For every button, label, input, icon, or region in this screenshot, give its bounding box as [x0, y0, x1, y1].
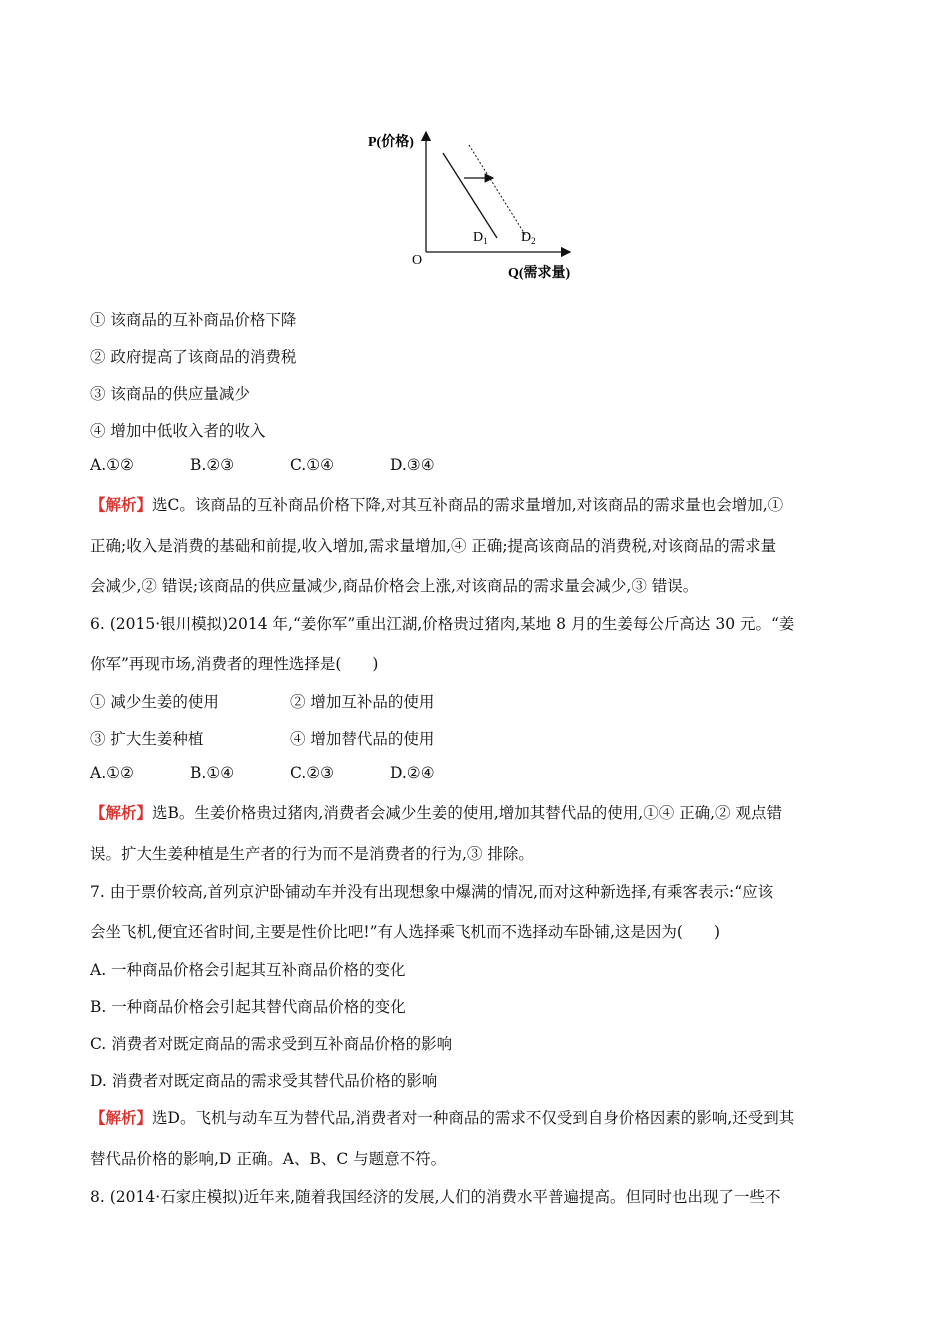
q6-option-b: B.①④ — [190, 764, 235, 782]
analysis-tag: 【解析】 — [90, 803, 153, 822]
q6-option-d: D.②④ — [390, 764, 435, 782]
q5-option-d: D.③④ — [390, 456, 435, 474]
x-axis-label: Q(需求量) — [508, 266, 571, 281]
q6-stem-line-1: 6. (2015·银川模拟)2014 年,“姜你军”重出江湖,价格贵过猪肉,某地 8 月的生姜每公斤高达 30 元。“姜 — [90, 615, 795, 633]
d2-label: $D_2$ — [521, 230, 536, 246]
q8-stem-line-1: 8. (2014·石家庄模拟)近年来,随着我国经济的发展,人们的消费水平普遍提高。但同时也出现了一些不 — [90, 1188, 781, 1206]
q5-option-c: C.①④ — [290, 456, 335, 474]
q7-analysis-line-2: 替代品价格的影响,D 正确。A、B、C 与题意不符。 — [90, 1150, 447, 1168]
q7-option-b: B. 一种商品价格会引起其替代商品价格的变化 — [90, 998, 406, 1016]
q6-item-2: ② 增加互补品的使用 — [290, 693, 435, 711]
q6-items-row-1 — [90, 690, 434, 712]
q6-items-row-2 — [90, 727, 434, 749]
q5-options — [90, 456, 435, 474]
q7-stem-line-2: 会坐飞机,便宜还省时间,主要是性价比吧!”有人选择乘飞机而不选择动车卧铺,这是因为( ) — [90, 923, 721, 941]
q6-analysis-line-2: 误。扩大生姜种植是生产者的行为而不是消费者的行为,③ 排除。 — [90, 845, 534, 863]
analysis-tag: 【解析】 — [90, 1108, 153, 1127]
d1-label: $D_1$ — [473, 230, 488, 246]
q6-stem-line-2: 你军”再现市场,消费者的理性选择是( ) — [90, 655, 379, 673]
q5-option-a: A.①② — [90, 456, 134, 474]
q5-item-4: ④ 增加中低收入者的收入 — [90, 422, 266, 440]
q6-item-1: ① 减少生姜的使用 — [90, 693, 219, 711]
q6-item-4: ④ 增加替代品的使用 — [290, 730, 435, 748]
q7-analysis-line-1: 【解析】选D。飞机与动车互为替代品,消费者对一种商品的需求不仅受到自身价格因素的影响,还受到其 — [90, 1108, 795, 1127]
q7-option-c: C. 消费者对既定商品的需求受到互补商品价格的影响 — [90, 1035, 453, 1053]
q5-analysis-line-2: 正确;收入是消费的基础和前提,收入增加,需求量增加,④ 正确;提高该商品的消费税,对该商品的需求量 — [90, 537, 777, 555]
q5-option-b: B.②③ — [190, 456, 235, 474]
q7-option-d: D. 消费者对既定商品的需求受其替代品价格的影响 — [90, 1072, 438, 1090]
curve-d2 — [469, 145, 526, 236]
q6-options — [90, 764, 435, 782]
q5-item-1: ① 该商品的互补商品价格下降 — [90, 311, 297, 329]
q5-item-3: ③ 该商品的供应量减少 — [90, 385, 250, 403]
demand-shift-diagram — [360, 126, 600, 286]
q6-item-3: ③ 扩大生姜种植 — [90, 730, 204, 748]
q5-item-2: ② 政府提高了该商品的消费税 — [90, 348, 297, 366]
y-axis-label: P(价格) — [368, 135, 414, 150]
q7-stem-line-1: 7. 由于票价较高,首列京沪卧铺动车并没有出现想象中爆满的情况,而对这种新选择,有乘客表示:“应该 — [90, 883, 774, 901]
origin-label: O — [412, 253, 423, 268]
curve-d1 — [443, 153, 497, 238]
analysis-tag: 【解析】 — [90, 495, 153, 514]
q6-option-c: C.②③ — [290, 764, 335, 782]
q5-analysis-line-1: 【解析】选C。该商品的互补商品价格下降,对其互补商品的需求量增加,对该商品的需求量也会增加,① — [90, 495, 784, 514]
q5-analysis-line-3: 会减少,② 错误;该商品的供应量减少,商品价格会上涨,对该商品的需求量会减少,③ 错误。 — [90, 577, 699, 595]
q6-option-a: A.①② — [90, 764, 134, 782]
q6-analysis-line-1: 【解析】选B。生姜价格贵过猪肉,消费者会减少生姜的使用,增加其替代品的使用,①④ 正确,② 观点错 — [90, 803, 782, 822]
q7-option-a: A. 一种商品价格会引起其互补商品价格的变化 — [90, 961, 406, 979]
